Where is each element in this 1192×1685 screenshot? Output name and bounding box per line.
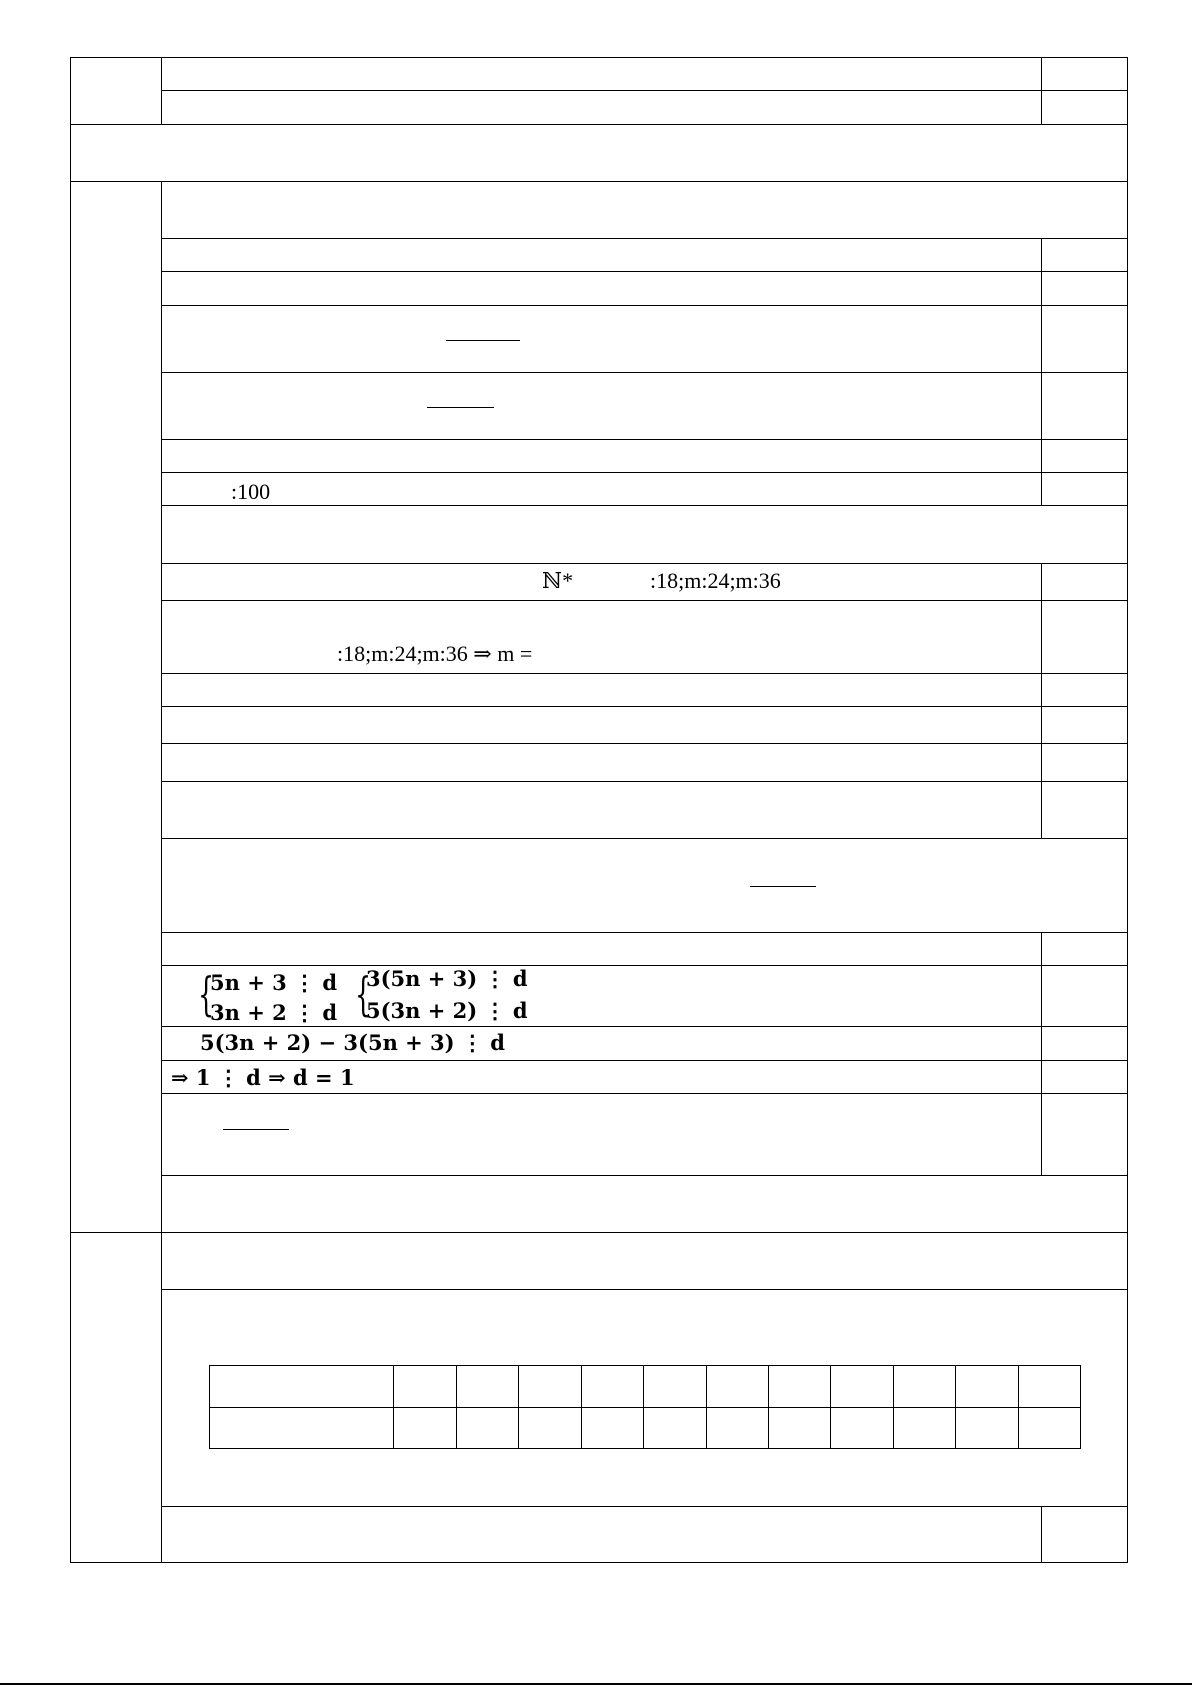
inner-table-col: [456, 1365, 457, 1449]
row-line: [161, 563, 1128, 564]
inner-table-mid: [209, 1407, 1081, 1408]
system2-line1: 3(5n + 3) ⋮ d: [366, 966, 528, 991]
system1-line1: 5n + 3 ⋮ d: [210, 970, 338, 995]
system1-line2: 3n + 2 ⋮ d: [210, 1000, 338, 1025]
column-divider: [161, 57, 162, 125]
row-line: [161, 1289, 1128, 1290]
row-line: [161, 439, 1128, 440]
inner-table-col: [209, 1365, 210, 1449]
inner-table-col: [955, 1365, 956, 1449]
inner-table-col: [1080, 1365, 1081, 1449]
table-border-left: [70, 57, 71, 1563]
left-brace: {: [198, 967, 215, 1021]
row-line: [161, 505, 1128, 506]
row-line: [161, 1093, 1128, 1094]
fraction-bar: [427, 407, 494, 408]
inner-table-col: [893, 1365, 894, 1449]
row-line: [161, 1060, 1128, 1061]
score-column-divider: [1041, 1506, 1042, 1563]
row-line: [161, 673, 1128, 674]
row-line: [161, 1506, 1128, 1507]
inner-table-col: [643, 1365, 644, 1449]
row-line: [161, 838, 1128, 839]
row-line: [70, 1232, 1128, 1233]
row-line: [161, 271, 1128, 272]
row-line: [161, 1026, 1128, 1027]
left-brace: {: [355, 967, 372, 1021]
inner-table-col: [518, 1365, 519, 1449]
row-line: [161, 932, 1128, 933]
table-border-bottom: [70, 1562, 1128, 1563]
row-line: [161, 600, 1128, 601]
divisibility-implication: :18;m:24;m:36 ⇒ m =: [337, 641, 533, 666]
score-column-divider: [1041, 932, 1042, 1176]
column-divider: [161, 181, 162, 1563]
row-line: [70, 181, 1128, 182]
inner-table-col: [1018, 1365, 1019, 1449]
inner-table-col: [768, 1365, 769, 1449]
row-line: [161, 781, 1128, 782]
score-column-divider: [1041, 563, 1042, 838]
score-column-divider: [1041, 57, 1042, 125]
row-line: [161, 743, 1128, 744]
difference-expression: 5(3n + 2) − 3(5n + 3) ⋮ d: [200, 1030, 505, 1055]
inner-table-col: [830, 1365, 831, 1449]
table-border-top: [70, 57, 1128, 58]
row-line: [161, 965, 1128, 966]
divisible-100-text: :100: [231, 479, 271, 504]
fraction-bar: [223, 1129, 289, 1130]
inner-table-bottom: [209, 1448, 1081, 1449]
row-line: [161, 472, 1128, 473]
inner-table-col: [393, 1365, 394, 1449]
conclusion-expression: ⇒ 1 ⋮ d ⇒ d = 1: [171, 1065, 355, 1090]
divisibility-conditions: :18;m:24;m:36: [650, 568, 781, 593]
row-line: [161, 305, 1128, 306]
inner-table-col: [706, 1365, 707, 1449]
row-line: [161, 1175, 1128, 1176]
row-line: [161, 706, 1128, 707]
row-line: [161, 90, 1128, 91]
table-border-right: [1127, 57, 1128, 1563]
inner-table-col: [581, 1365, 582, 1449]
inner-table-top: [209, 1365, 1081, 1366]
natural-numbers-symbol: ℕ*: [542, 568, 574, 593]
fraction-bar: [750, 886, 816, 887]
row-line: [161, 238, 1128, 239]
row-line: [161, 372, 1128, 373]
row-line: [70, 124, 1128, 125]
fraction-bar: [446, 340, 520, 341]
system2-line2: 5(3n + 2) ⋮ d: [366, 998, 528, 1023]
